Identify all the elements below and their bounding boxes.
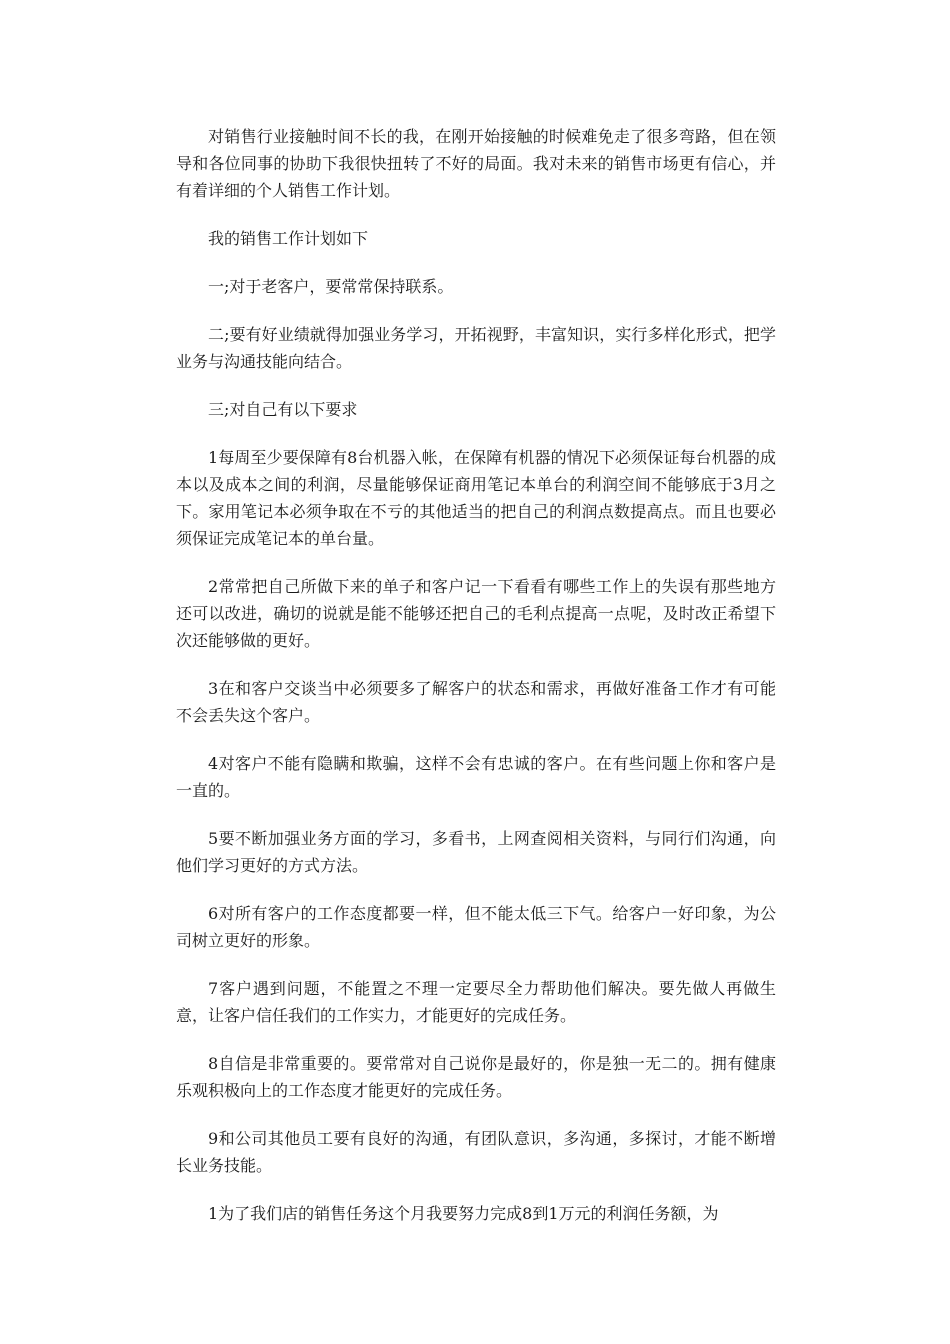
document-body <box>176 123 776 1248</box>
paragraph-item-three: 三;对自己有以下要求 <box>208 400 358 419</box>
paragraph-item-one: 一;对于老客户，要常常保持联系。 <box>208 277 454 296</box>
paragraph-requirement-5: 5要不断加强业务方面的学习，多看书，上网查阅相关资料，与同行们沟通，向他们学习更好的方式方法。 <box>176 829 776 875</box>
paragraph-requirement-8: 8自信是非常重要的。要常常对自己说你是最好的，你是独一无二的。拥有健康乐观积极向上的工作态度才能更好的完成任务。 <box>176 1054 776 1100</box>
paragraph-requirement-6: 6对所有客户的工作态度都要一样，但不能太低三下气。给客户一好印象，为公司树立更好的形象。 <box>176 904 776 950</box>
paragraph-requirement-3: 3在和客户交谈当中必须要多了解客户的状态和需求，再做好准备工作才有可能不会丢失这个客户。 <box>176 679 776 725</box>
paragraph-plan-heading: 我的销售工作计划如下 <box>208 229 369 248</box>
paragraph-requirement-1: 1每周至少要保障有8台机器入帐，在保障有机器的情况下必须保证每台机器的成本以及成本之间的利润，尽量能够保证商用笔记本单台的利润空间不能够底于3月之下。家用笔记本必须争取在不亏的其他适当的把自己的利润点数提高点。而且也要必须保证完成笔记本的单台量。 <box>176 448 776 548</box>
paragraph-sales-target: 1为了我们店的销售任务这个月我要努力完成8到1万元的利润任务额，为 <box>208 1204 719 1223</box>
paragraph-requirement-7: 7客户遇到问题，不能置之不理一定要尽全力帮助他们解决。要先做人再做生意，让客户信任我们的工作实力，才能更好的完成任务。 <box>176 979 776 1025</box>
paragraph-item-two: 二;要有好业绩就得加强业务学习，开拓视野，丰富知识，实行多样化形式，把学业务与沟通技能向结合。 <box>176 325 776 371</box>
paragraph-intro: 对销售行业接触时间不长的我，在刚开始接触的时候难免走了很多弯路，但在领导和各位同事的协助下我很快扭转了不好的局面。我对未来的销售市场更有信心，并有着详细的个人销售工作计划。 <box>176 127 776 200</box>
paragraph-requirement-9: 9和公司其他员工要有良好的沟通，有团队意识，多沟通，多探讨，才能不断增长业务技能。 <box>176 1129 776 1175</box>
paragraph-requirement-2: 2常常把自己所做下来的单子和客户记一下看看有哪些工作上的失误有那些地方还可以改进，确切的说就是能不能够还把自己的毛利点提高一点呢，及时改正希望下次还能够做的更好。 <box>176 577 776 650</box>
paragraph-requirement-4: 4对客户不能有隐瞒和欺骗，这样不会有忠诚的客户。在有些问题上你和客户是一直的。 <box>176 754 776 800</box>
